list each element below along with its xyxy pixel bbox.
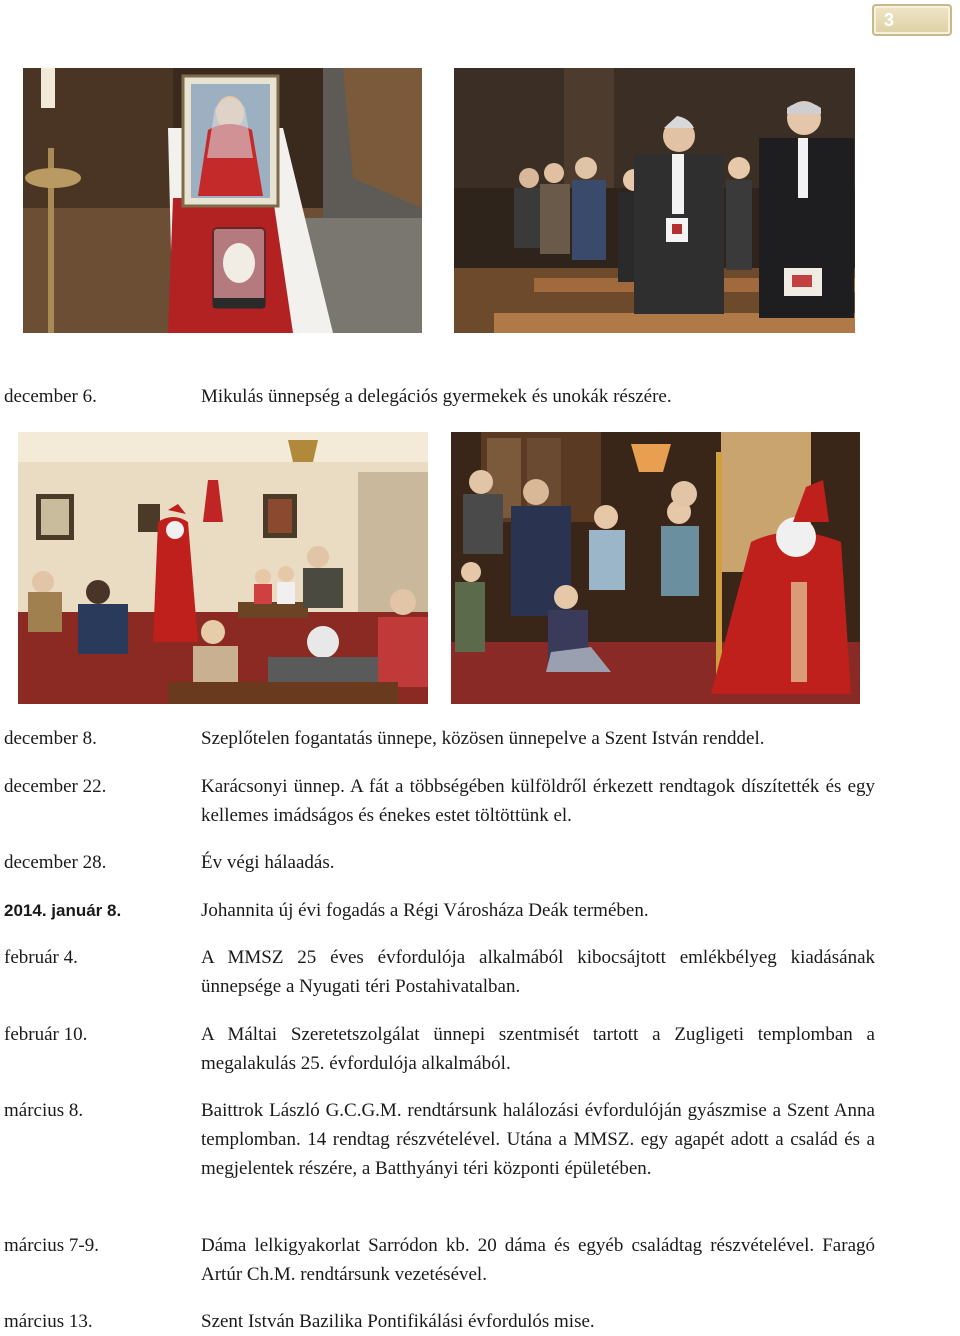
entry-date: 2014. január 8. xyxy=(4,901,122,920)
entry-date: december 28. xyxy=(4,852,107,873)
photo-church-gathering xyxy=(454,68,855,333)
page-number-badge: 3 xyxy=(872,4,952,36)
entry-text: Szent István Bazilika Pontifikálási évfordulós mise. xyxy=(201,1311,595,1332)
entry-text: Év végi hálaadás. xyxy=(201,852,335,873)
entry-text: Karácsonyi ünnep. A fát a többségében külföldről érkezett rendtagok díszítették és egy kellemes imádságos és énekes estet töltöttünk el. xyxy=(201,776,875,826)
entry-date: február 10. xyxy=(4,1024,88,1045)
entry-text: Johannita új évi fogadás a Régi Városháza Deák termében. xyxy=(201,900,649,921)
photo-santa-living-room xyxy=(18,432,428,704)
entry-date: március 8. xyxy=(4,1100,84,1121)
entry-date: december 22. xyxy=(4,776,107,797)
entry-date: március 13. xyxy=(4,1311,93,1332)
entry-date: március 7-9. xyxy=(4,1235,99,1256)
entry-text: Dáma lelkigyakorlat Sarródon kb. 20 dáma és egyéb családtag részvételével. Faragó Artúr Ch.M. rendtársunk vezetésével. xyxy=(201,1235,875,1285)
entry-text: Baittrok László G.C.G.M. rendtársunk halálozási évfordulóján gyászmise a Szent Anna templomban. 14 rendtag részvételével. Utána a MMSZ. egy agapét adott a család és a megjelentek részére, a Batthyányi téri központi épületében. xyxy=(201,1100,875,1179)
entry-text: Szeplőtelen fogantatás ünnepe, közösen ünnepelve a Szent István renddel. xyxy=(201,728,765,749)
photo-relic-shrine xyxy=(23,68,422,333)
entry-date: december 6. xyxy=(4,386,97,407)
entry-text: A MMSZ 25 éves évfordulója alkalmából kibocsájtott emlékbélyeg kiadásának ünnepsége a Nyugati téri Postahivatalban. xyxy=(201,947,875,997)
entry-text: A Máltai Szeretetszolgálat ünnepi szentmisét tartott a Zugligeti templomban a megalakulás 25. évfordulója alkalmából. xyxy=(201,1024,875,1074)
entry-date: december 8. xyxy=(4,728,97,749)
entry-date: február 4. xyxy=(4,947,78,968)
photo-santa-with-children xyxy=(451,432,860,704)
entry-text: Mikulás ünnepség a delegációs gyermekek és unokák részére. xyxy=(201,386,672,407)
